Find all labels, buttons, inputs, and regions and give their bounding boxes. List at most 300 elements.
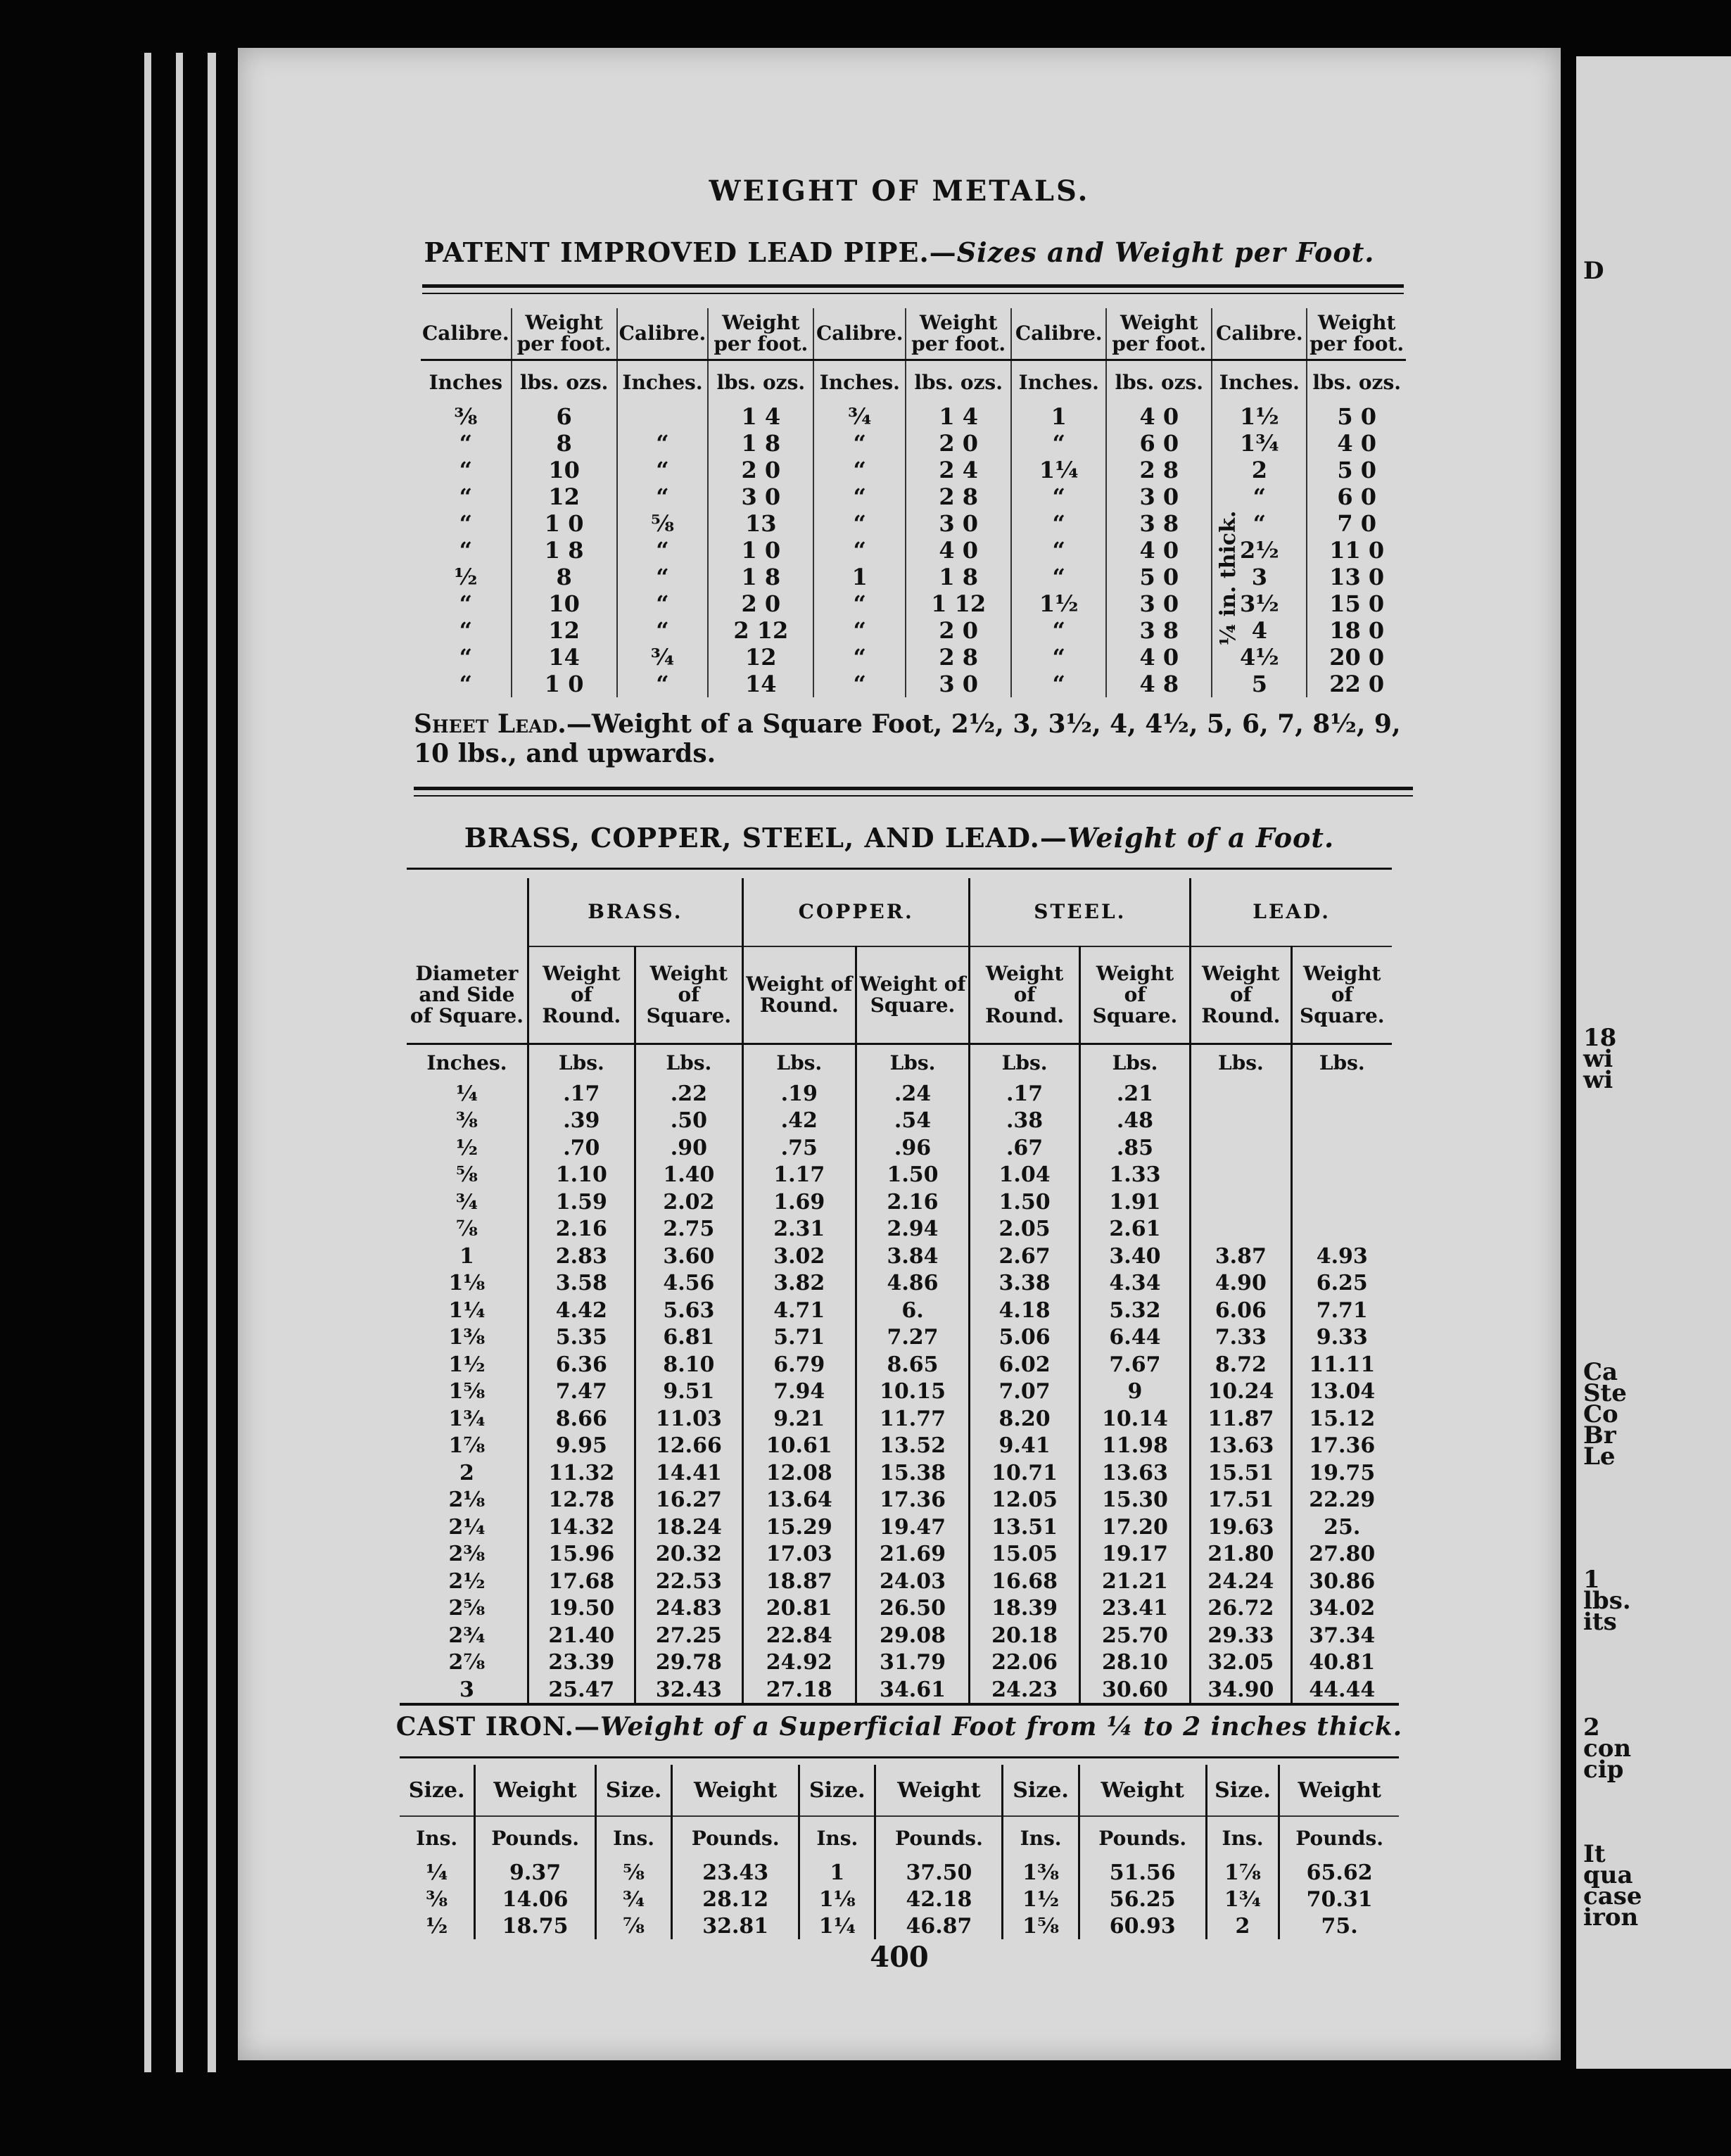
table-cell: 8.65 (856, 1351, 970, 1378)
unit-cell: Inches (429, 370, 503, 394)
col-header: Weight of Round. (1191, 946, 1291, 1044)
table-cell: 10.14 (1079, 1405, 1190, 1433)
table-cell: 2 0 (906, 617, 1011, 644)
col-header: Size. (799, 1765, 875, 1816)
sheet-lead-text: —Weight of a Square Foot, 2½, 3, 3½, 4, 4½, 5, 6, 7, 8½, 9, 10 lbs., and upwards. (414, 709, 1401, 768)
table-cell: 29.33 (1191, 1622, 1291, 1649)
table-cell: 4.93 (1291, 1243, 1392, 1270)
table-row (421, 457, 1406, 483)
table-cell: .22 (635, 1080, 742, 1108)
unit-cell: Lbs. (742, 1044, 856, 1081)
table-row (407, 1649, 1392, 1677)
metals-body (407, 1044, 1392, 1704)
table-cell: 27.18 (742, 1676, 856, 1704)
table-cell: 9.37 (475, 1859, 596, 1886)
table-cell: 6 (512, 403, 617, 430)
table-cell: “ (617, 537, 709, 564)
table-cell: ¾ (455, 1189, 478, 1215)
table-row (407, 1595, 1392, 1623)
table-row (421, 403, 1406, 430)
table-cell: 1.04 (970, 1162, 1079, 1189)
table-cell: 12.05 (970, 1487, 1079, 1514)
group-steel: STEEL. (970, 878, 1191, 946)
table-cell: 2¾ (448, 1623, 486, 1648)
table-cell: 17.51 (1191, 1487, 1291, 1514)
table-row (421, 617, 1406, 644)
col-header: Weight (1279, 1765, 1399, 1816)
table-cell: 2.61 (1079, 1216, 1190, 1243)
table-cell: 4.18 (970, 1297, 1079, 1324)
table-cell: 34.02 (1291, 1595, 1392, 1623)
table-cell: 34.90 (1191, 1676, 1291, 1704)
table-cell: ⅝ (595, 1859, 671, 1886)
table-cell: .67 (970, 1134, 1079, 1162)
table-cell: 22.29 (1291, 1487, 1392, 1514)
table-cell: 1¾ (1206, 1886, 1279, 1913)
unit-cell: Ins. (595, 1816, 671, 1859)
table-cell: 1.50 (856, 1162, 970, 1189)
table-cell: ⅜ (454, 403, 478, 430)
table-cell: 2 (459, 1460, 474, 1485)
table-cell: 22.06 (970, 1649, 1079, 1677)
table-cell: 10.61 (742, 1433, 856, 1460)
table-cell: 17.68 (528, 1568, 635, 1595)
col-header: Weight of Round. (970, 946, 1079, 1044)
lead-pipe-header-row (421, 308, 1406, 360)
table-cell: 1¾ (1212, 430, 1307, 457)
table-cell: 13.51 (970, 1514, 1079, 1541)
table-cell: 9 (1079, 1378, 1190, 1406)
table-cell: 11.32 (528, 1459, 635, 1487)
table-cell: 1⅞ (448, 1433, 486, 1459)
facing-line: case (1583, 1882, 1642, 1910)
unit-cell: Lbs. (1291, 1044, 1392, 1081)
table-cell: 2½ (1212, 537, 1307, 564)
table-cell: 2¼ (448, 1514, 486, 1540)
unit-cell: Inches. (1212, 360, 1307, 404)
lead-pipe-table (421, 308, 1406, 697)
table-cell: 14.32 (528, 1514, 635, 1541)
table-cell: 7.27 (856, 1324, 970, 1352)
table-cell: 14 (708, 671, 813, 697)
table-cell: 7 0 (1307, 510, 1406, 537)
table-cell: 2 0 (708, 590, 813, 617)
col-header: Size. (1003, 1765, 1079, 1816)
table-cell: 2.67 (970, 1243, 1079, 1270)
table-cell: 13 (708, 510, 813, 537)
table-cell: 1⅛ (448, 1271, 486, 1296)
table-cell: 10.71 (970, 1459, 1079, 1487)
table-cell: 30.86 (1291, 1568, 1392, 1595)
table-cell: ¾ (595, 1886, 671, 1913)
table-cell: 17.36 (1291, 1433, 1392, 1460)
table-cell: 17.03 (742, 1541, 856, 1568)
table-cell: 25.47 (528, 1676, 635, 1704)
unit-cell: lbs. ozs. (1106, 360, 1212, 404)
unit-cell: Lbs. (635, 1044, 742, 1081)
table-cell: 5.71 (742, 1324, 856, 1352)
table-cell: 6 0 (1106, 430, 1212, 457)
table-cell: ⅝ (455, 1162, 478, 1188)
unit-cell: lbs. ozs. (1307, 360, 1406, 404)
table-cell: 2 12 (708, 617, 813, 644)
table-cell: “ (1212, 483, 1307, 510)
table-cell (1191, 1080, 1291, 1108)
table-cell: “ (617, 483, 709, 510)
table-cell: 24.92 (742, 1649, 856, 1677)
table-cell: 18.39 (970, 1595, 1079, 1623)
table-cell: 16.27 (635, 1487, 742, 1514)
table-row (407, 1514, 1392, 1541)
unit-cell: Pounds. (672, 1816, 799, 1859)
table-cell: 15.51 (1191, 1459, 1291, 1487)
table-cell: 2 0 (906, 430, 1011, 457)
table-cell: 3.58 (528, 1270, 635, 1298)
col-header: Weight (672, 1765, 799, 1816)
table-cell: 3.82 (742, 1270, 856, 1298)
table-cell: 2⅞ (448, 1650, 486, 1675)
table-cell: 13 0 (1307, 564, 1406, 590)
table-cell: 10 (512, 457, 617, 483)
table-cell: 18.75 (475, 1913, 596, 1939)
col-header: Size. (400, 1765, 475, 1816)
table-cell: 1½ (1212, 403, 1307, 430)
table-cell: 3 0 (708, 483, 813, 510)
table-cell: “ (1212, 510, 1307, 537)
table-cell: “ (1011, 617, 1106, 644)
table-row (407, 1243, 1392, 1270)
table-cell: 1 0 (512, 671, 617, 697)
table-cell: .42 (742, 1108, 856, 1135)
table-cell: 3 0 (906, 510, 1011, 537)
table-cell (1291, 1108, 1392, 1135)
table-cell: 5.35 (528, 1324, 635, 1352)
table-cell: 30.60 (1079, 1676, 1190, 1704)
col-header: Weight (875, 1765, 1003, 1816)
sheet-lead-note (414, 709, 1413, 768)
table-cell: ¼ (425, 1860, 448, 1885)
table-cell: 3 8 (1106, 510, 1212, 537)
table-cell (617, 403, 709, 430)
table-cell: 3 0 (1106, 590, 1212, 617)
table-cell: 3.87 (1191, 1243, 1291, 1270)
table-cell: 3.40 (1079, 1243, 1190, 1270)
table-cell: 56.25 (1079, 1886, 1206, 1913)
table-cell: 1.91 (1079, 1188, 1190, 1216)
table-cell: 3 (1212, 564, 1307, 590)
table-cell: 2 8 (906, 483, 1011, 510)
table-cell: 1⅝ (448, 1379, 486, 1404)
table-cell: 1⅞ (1206, 1859, 1279, 1886)
table-cell: “ (813, 457, 906, 483)
col-header: Weight of Round. (742, 946, 856, 1044)
table-cell: 8.10 (635, 1351, 742, 1378)
table-cell: 1⅜ (1003, 1859, 1079, 1886)
facing-line: 18 (1583, 1024, 1617, 1052)
table-cell: 12.66 (635, 1433, 742, 1460)
table-cell: “ (617, 430, 709, 457)
table-cell: 9.41 (970, 1433, 1079, 1460)
table-cell: .38 (970, 1108, 1079, 1135)
table-cell: 29.08 (856, 1622, 970, 1649)
table-cell: .85 (1079, 1134, 1190, 1162)
table-cell: 2 4 (906, 457, 1011, 483)
table-cell: 12.78 (528, 1487, 635, 1514)
col-header: Diameter and Side of Square. (407, 946, 528, 1044)
table-cell: 10.15 (856, 1378, 970, 1406)
table-cell: 24.23 (970, 1676, 1079, 1704)
facing-line: cip (1583, 1756, 1624, 1784)
col-header: Weight (475, 1765, 596, 1816)
table-cell: “ (617, 617, 709, 644)
table-cell: “ (813, 644, 906, 671)
table-cell: 1 4 (708, 403, 813, 430)
table-row (407, 1459, 1392, 1487)
table-row (407, 1487, 1392, 1514)
table-cell: .21 (1079, 1080, 1190, 1108)
table-cell (1291, 1188, 1392, 1216)
table-cell: 3 0 (906, 671, 1011, 697)
table-cell: 60.93 (1079, 1913, 1206, 1939)
table-cell: .90 (635, 1134, 742, 1162)
page-edge-3 (208, 53, 216, 2072)
table-cell: 1⅛ (799, 1886, 875, 1913)
table-cell: “ (813, 510, 906, 537)
table-cell: 2 (1212, 457, 1307, 483)
table-cell: 42.18 (875, 1886, 1003, 1913)
table-row (407, 1541, 1392, 1568)
table-cell: 2 8 (906, 644, 1011, 671)
col-header: Calibre. (1212, 308, 1307, 360)
table-cell: 7.71 (1291, 1297, 1392, 1324)
table-cell: 13.63 (1079, 1459, 1190, 1487)
table-cell: 21.21 (1079, 1568, 1190, 1595)
facing-line: its (1583, 1608, 1617, 1636)
divider (422, 293, 1404, 294)
table-cell: 20.81 (742, 1595, 856, 1623)
table-cell: 18.24 (635, 1514, 742, 1541)
table-row (407, 1351, 1392, 1378)
divider (422, 284, 1404, 288)
table-row (421, 644, 1406, 671)
table-cell: 1¼ (448, 1298, 486, 1323)
table-cell: 4 0 (1307, 430, 1406, 457)
table-cell (1291, 1080, 1392, 1108)
table-cell: 65.62 (1279, 1859, 1399, 1886)
table-cell: 5.32 (1079, 1297, 1190, 1324)
group-lead: LEAD. (1191, 878, 1392, 946)
table-cell: .39 (528, 1108, 635, 1135)
col-header: Weight of Square. (1291, 946, 1392, 1044)
table-cell: 4 0 (1106, 644, 1212, 671)
unit-cell: Lbs. (528, 1044, 635, 1081)
facing-line: iron (1583, 1903, 1639, 1932)
table-cell: 11.11 (1291, 1351, 1392, 1378)
table-cell: 4 0 (906, 537, 1011, 564)
unit-cell: Lbs. (970, 1044, 1079, 1081)
table-cell: 1½ (448, 1352, 486, 1377)
table-cell: “ (459, 671, 472, 697)
table-cell: 21.69 (856, 1541, 970, 1568)
facing-line: qua (1583, 1861, 1633, 1889)
facing-line: Ste (1583, 1379, 1627, 1407)
table-cell: “ (813, 590, 906, 617)
table-cell: 3 (459, 1677, 474, 1702)
table-cell (1291, 1162, 1392, 1189)
table-row (400, 1859, 1399, 1886)
metals-header-row (407, 946, 1392, 1044)
table-cell: 20.18 (970, 1622, 1079, 1649)
table-cell: .96 (856, 1134, 970, 1162)
col-header: Calibre. (421, 308, 512, 360)
table-cell: 75. (1279, 1913, 1399, 1939)
table-cell: 4 0 (1106, 537, 1212, 564)
table-row (407, 1188, 1392, 1216)
table-cell: 22 0 (1307, 671, 1406, 697)
table-cell: 15.05 (970, 1541, 1079, 1568)
facing-line: Co (1583, 1400, 1618, 1428)
unit-cell: Pounds. (1079, 1816, 1206, 1859)
table-cell: ¾ (813, 403, 906, 430)
table-cell: 10.24 (1191, 1378, 1291, 1406)
table-cell: 19.50 (528, 1595, 635, 1623)
unit-cell: lbs. ozs. (906, 360, 1011, 404)
table-cell: 15.96 (528, 1541, 635, 1568)
table-cell: 1⅝ (1003, 1913, 1079, 1939)
table-cell: 1 0 (512, 510, 617, 537)
table-row (407, 1433, 1392, 1460)
table-cell: 8.72 (1191, 1351, 1291, 1378)
table-cell: “ (617, 590, 709, 617)
table-cell: ⅞ (455, 1217, 478, 1242)
table-row (407, 1568, 1392, 1595)
table-cell: “ (1011, 671, 1106, 697)
col-header: Weight per foot. (512, 308, 617, 360)
unit-cell: Ins. (416, 1826, 458, 1850)
metals-title (238, 822, 1561, 854)
facing-page (1576, 56, 1731, 2069)
table-cell: 32.05 (1191, 1649, 1291, 1677)
table-cell: 21.80 (1191, 1541, 1291, 1568)
table-cell: 15.30 (1079, 1487, 1190, 1514)
table-cell: 4.34 (1079, 1270, 1190, 1298)
table-cell: 27.80 (1291, 1541, 1392, 1568)
unit-cell: lbs. ozs. (512, 360, 617, 404)
table-cell: 13.63 (1191, 1433, 1291, 1460)
table-cell: 1¼ (799, 1913, 875, 1939)
table-cell: 2.02 (635, 1188, 742, 1216)
table-cell: 1 (813, 564, 906, 590)
table-cell: “ (459, 617, 472, 644)
table-cell: .54 (856, 1108, 970, 1135)
table-cell: 1.59 (528, 1188, 635, 1216)
table-cell: 1 8 (512, 537, 617, 564)
col-header: Weight of Round. (528, 946, 635, 1044)
table-cell: 1½ (1011, 590, 1106, 617)
table-cell: 2⅜ (448, 1542, 486, 1567)
table-cell: 19.47 (856, 1514, 970, 1541)
table-cell: 31.79 (856, 1649, 970, 1677)
units-row (400, 1816, 1399, 1859)
table-cell: “ (1011, 510, 1106, 537)
table-row (421, 537, 1406, 564)
table-cell: “ (813, 617, 906, 644)
table-cell: 28.10 (1079, 1649, 1190, 1677)
table-cell: 12 (512, 483, 617, 510)
table-cell: 3.38 (970, 1270, 1079, 1298)
table-cell: 11.03 (635, 1405, 742, 1433)
table-cell: 2.16 (528, 1216, 635, 1243)
cast-iron-header-row (400, 1765, 1399, 1816)
table-cell: 1.10 (528, 1162, 635, 1189)
table-row (421, 483, 1406, 510)
facing-line: con (1583, 1735, 1632, 1763)
table-cell: ⅜ (455, 1108, 478, 1134)
table-cell: 40.81 (1291, 1649, 1392, 1677)
unit-cell: Lbs. (1191, 1044, 1291, 1081)
table-cell: 3.60 (635, 1243, 742, 1270)
table-cell: .48 (1079, 1108, 1190, 1135)
table-cell: 1 8 (708, 430, 813, 457)
table-cell: ⅞ (595, 1913, 671, 1939)
col-header: Size. (1206, 1765, 1279, 1816)
table-cell: 13.52 (856, 1433, 970, 1460)
table-row (407, 1676, 1392, 1704)
table-cell: 2.75 (635, 1216, 742, 1243)
table-cell: 4 8 (1106, 671, 1212, 697)
table-cell: .19 (742, 1080, 856, 1108)
table-cell: 24.24 (1191, 1568, 1291, 1595)
table-cell: 1.69 (742, 1188, 856, 1216)
table-cell: “ (1011, 564, 1106, 590)
group-blank (407, 878, 528, 946)
table-row (400, 1913, 1399, 1939)
facing-line: wi (1583, 1045, 1613, 1073)
table-cell: 1⅜ (448, 1325, 486, 1350)
table-cell (1191, 1162, 1291, 1189)
table-cell: 8 (512, 564, 617, 590)
table-cell: 1.33 (1079, 1162, 1190, 1189)
table-cell: 6.81 (635, 1324, 742, 1352)
table-cell: 7.33 (1191, 1324, 1291, 1352)
metals-group-row (407, 878, 1392, 946)
table-cell: ½ (454, 564, 478, 590)
table-cell: .75 (742, 1134, 856, 1162)
table-cell: 3 8 (1106, 617, 1212, 644)
facing-line: It (1583, 1840, 1606, 1868)
table-cell: 18.87 (742, 1568, 856, 1595)
table-cell: 44.44 (1291, 1676, 1392, 1704)
divider (414, 787, 1413, 790)
table-row (421, 510, 1406, 537)
table-cell (1191, 1216, 1291, 1243)
table-cell: 6.36 (528, 1351, 635, 1378)
table-cell: 14.41 (635, 1459, 742, 1487)
table-cell: “ (1011, 644, 1106, 671)
table-cell: 4 (1212, 617, 1307, 644)
table-cell: “ (1011, 537, 1106, 564)
table-cell: 4½ (1212, 644, 1307, 671)
table-cell: 12 (512, 617, 617, 644)
table-cell: 18 0 (1307, 617, 1406, 644)
table-cell: 8 (512, 430, 617, 457)
table-row (407, 1297, 1392, 1324)
table-cell: 7.07 (970, 1378, 1079, 1406)
col-header: Weight per foot. (906, 308, 1011, 360)
units-row (407, 1044, 1392, 1081)
table-cell (1191, 1134, 1291, 1162)
table-cell: 11.98 (1079, 1433, 1190, 1460)
